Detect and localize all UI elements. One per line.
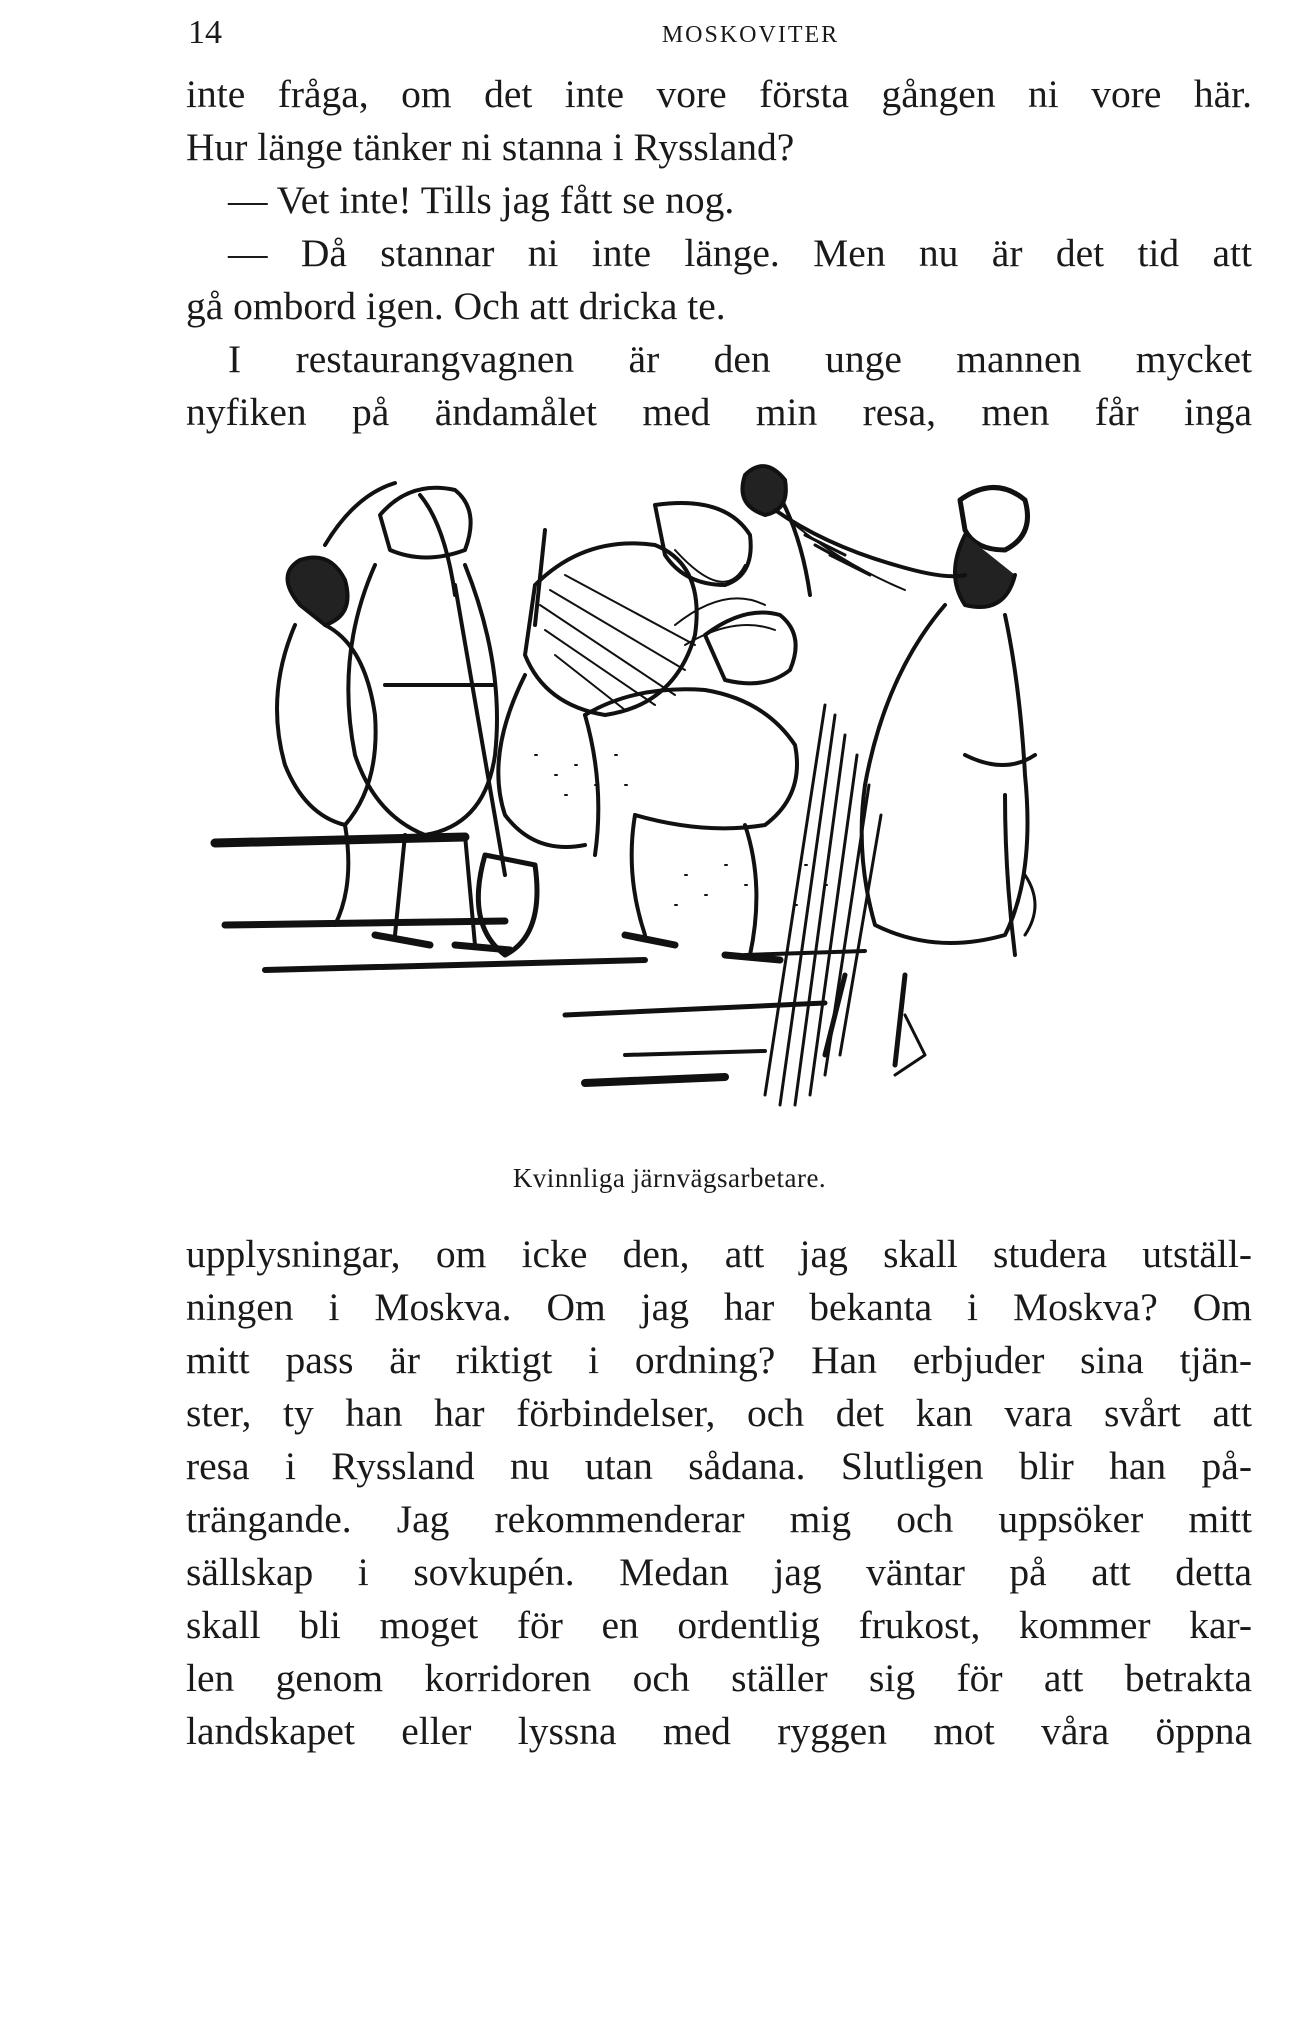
text-line: mitt pass är riktigt i ordning? Han erbjuder sina tjän- (186, 1338, 1252, 1382)
text-line: gå ombord igen. Och att dricka te. (186, 284, 726, 328)
text-line: skall bli moget för en ordentlig frukost, kommer kar- (186, 1603, 1252, 1647)
text-line: ningen i Moskva. Om jag har bekanta i Moskva? Om (186, 1285, 1252, 1329)
text-line: — Då stannar ni inte länge. Men nu är det tid att (228, 231, 1252, 275)
page-number: 14 (188, 14, 222, 51)
body-text-bottom (186, 1228, 1252, 1758)
text-line: landskapet eller lyssna med ryggen mot våra öppna (186, 1709, 1252, 1753)
text-line: I restaurangvagnen är den unge mannen mycket (228, 337, 1252, 381)
text-line: — Vet inte! Tills jag fått se nog. (228, 178, 735, 222)
running-title: MOSKOVITER (661, 22, 840, 48)
text-line: len genom korridoren och ställer sig för att betrakta (186, 1656, 1252, 1700)
text-line: inte fråga, om det inte vore första gången ni vore här. (186, 72, 1252, 116)
text-line: sällskap i sovkupén. Medan jag väntar på att detta (186, 1550, 1252, 1594)
text-line: ster, ty han har förbindelser, och det kan vara svårt att (186, 1391, 1252, 1435)
text-line: resa i Ryssland nu utan sådana. Slutligen blir han på- (186, 1444, 1252, 1488)
body-text-top (186, 68, 1252, 439)
illustration-caption: Kvinnliga järnvägsarbetare. (512, 1163, 827, 1193)
running-head (188, 6, 1253, 56)
text-line: nyfiken på ändamålet med min resa, men får inga (186, 390, 1252, 434)
text-line: upplysningar, om icke den, att jag skall studera utställ- (186, 1232, 1252, 1276)
illustration-workers-drawing (205, 455, 1265, 1135)
text-line: Hur länge tänker ni stanna i Ryssland? (186, 125, 795, 169)
text-line: trängande. Jag rekommenderar mig och uppsöker mitt (186, 1497, 1252, 1541)
